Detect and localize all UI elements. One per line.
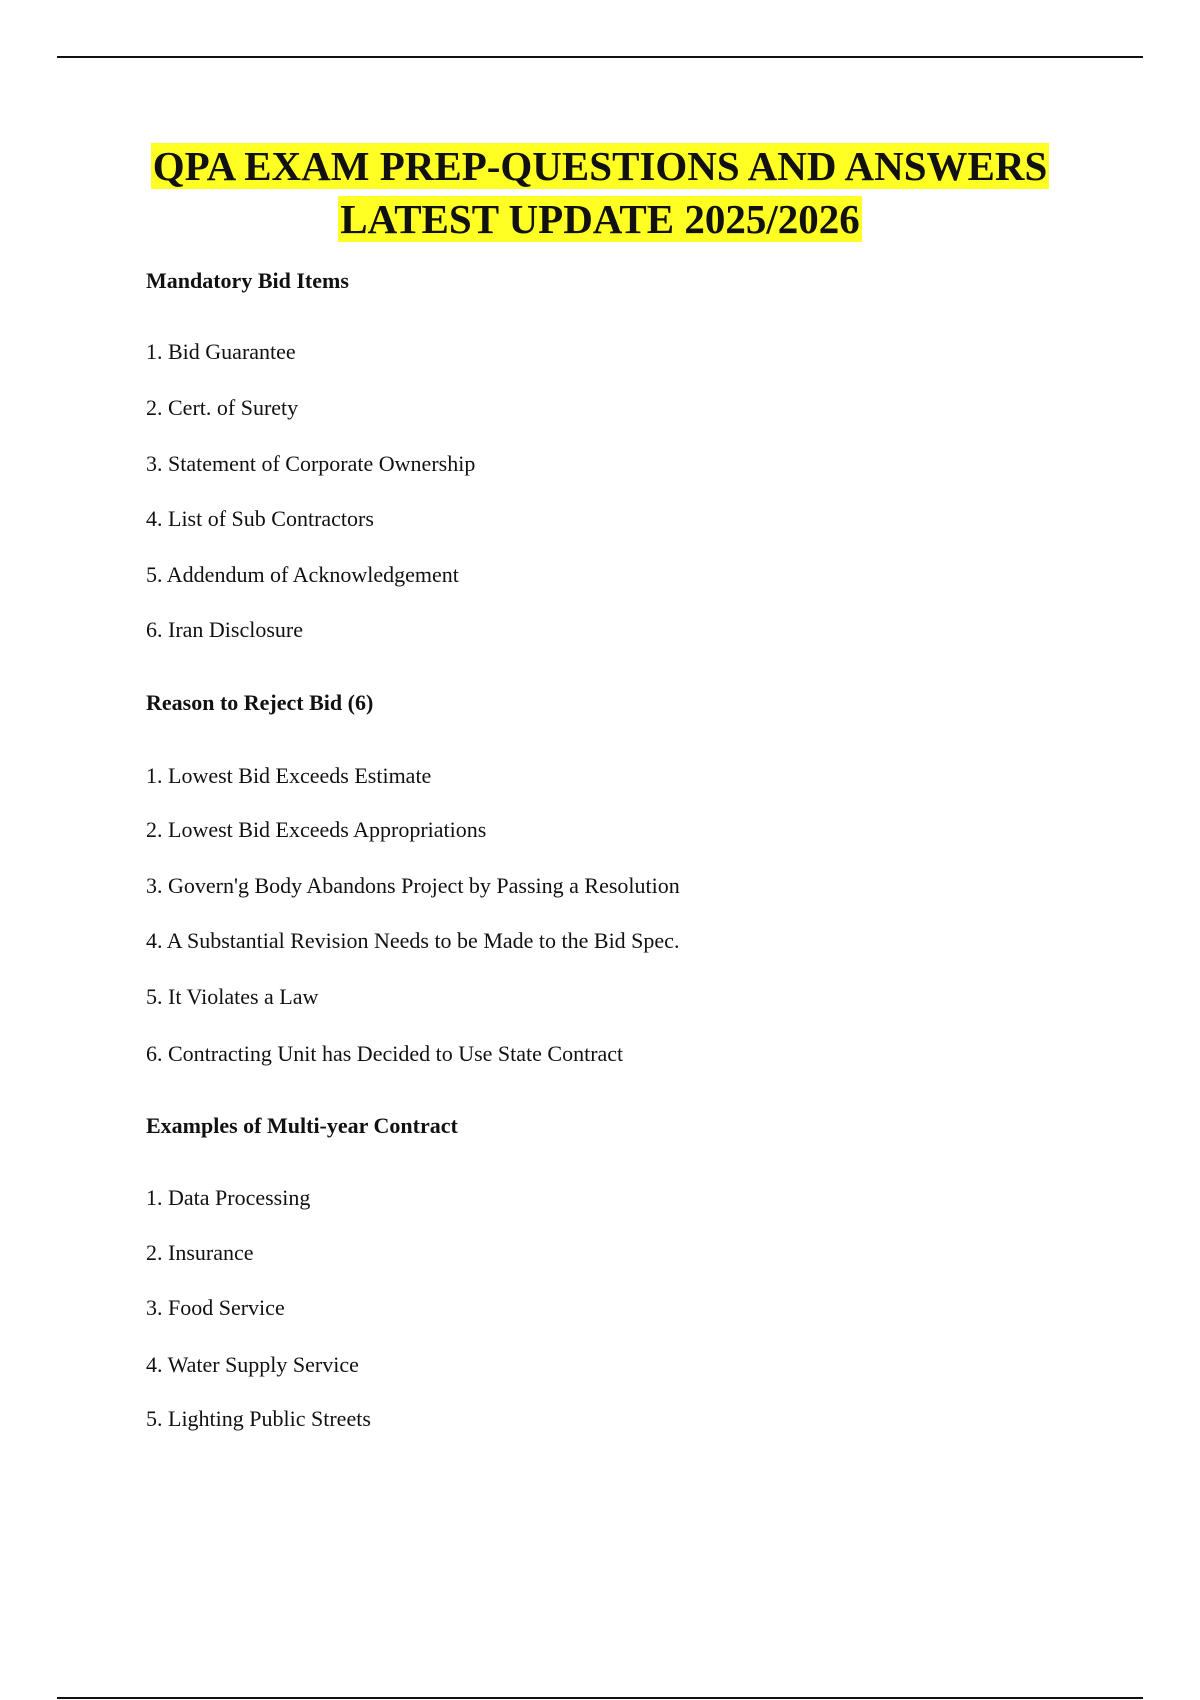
list-item: 2. Lowest Bid Exceeds Appropriations — [146, 817, 487, 842]
list-item: 3. Govern'g Body Abandons Project by Passing a Resolution — [146, 873, 680, 898]
list-item: 5. Lighting Public Streets — [146, 1406, 371, 1431]
title-line-2: LATEST UPDATE 2025/2026 — [340, 196, 860, 242]
page-title — [0, 140, 1200, 246]
section-title-mandatory-bid-items: Mandatory Bid Items — [146, 268, 349, 293]
list-item: 3. Statement of Corporate Ownership — [146, 451, 476, 476]
bottom-rule — [57, 1697, 1143, 1699]
section-title-multi-year-contract: Examples of Multi-year Contract — [146, 1113, 458, 1138]
list-item: 6. Iran Disclosure — [146, 617, 304, 642]
top-rule — [57, 56, 1143, 58]
list-item: 2. Insurance — [146, 1240, 254, 1265]
list-item: 1. Data Processing — [146, 1185, 311, 1210]
section-title-reason-to-reject-bid: Reason to Reject Bid (6) — [146, 690, 374, 715]
list-item: 2. Cert. of Surety — [146, 395, 299, 420]
list-item: 6. Contracting Unit has Decided to Use State Contract — [146, 1041, 624, 1066]
list-item: 4. List of Sub Contractors — [146, 506, 374, 531]
title-line-1: QPA EXAM PREP-QUESTIONS AND ANSWERS — [152, 143, 1048, 189]
list-item: 5. It Violates a Law — [146, 984, 319, 1009]
list-item: 1. Bid Guarantee — [146, 339, 296, 364]
list-item: 1. Lowest Bid Exceeds Estimate — [146, 763, 432, 788]
list-item: 3. Food Service — [146, 1295, 285, 1320]
list-item: 4. Water Supply Service — [146, 1352, 359, 1377]
list-item: 5. Addendum of Acknowledgement — [146, 562, 459, 587]
list-item: 4. A Substantial Revision Needs to be Made to the Bid Spec. — [146, 928, 680, 953]
